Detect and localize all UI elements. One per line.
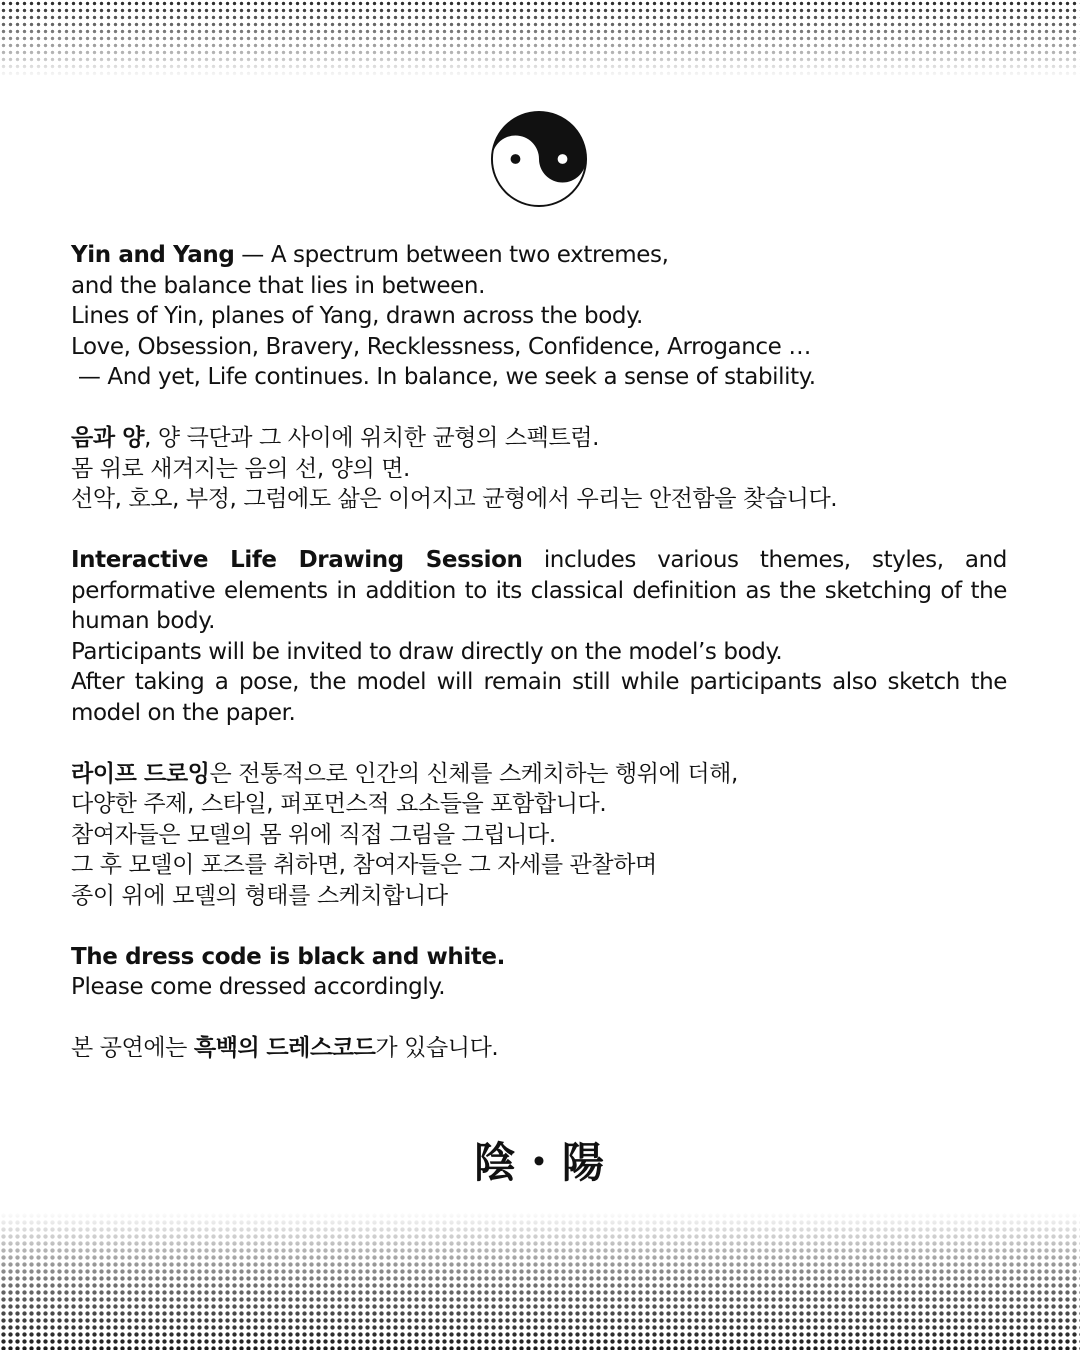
section-en-yin-yang [71, 240, 1007, 393]
ko-yin-yang-line-3: 선악, 호오, 부정, 그럼에도 삶은 이어지고 균형에서 우리는 안전함을 찾습니다. [71, 486, 838, 512]
life-drawing-para-1-rest: includes various themes, styles, and performative elements in addition to its classical definition as the sketching of the human body. [71, 547, 1007, 634]
main-text [71, 240, 1007, 1064]
yin-yang-line-2: and the balance that lies in between. [71, 272, 485, 299]
section-dress-code-en [71, 942, 1007, 1003]
yin-yang-line-1-rest: — A spectrum between two extremes, [234, 242, 669, 268]
ko-yin-yang-title: 음과 양 [71, 425, 145, 451]
ko-life-drawing-line-1 [71, 759, 1007, 790]
life-drawing-line-2: Participants will be invited to draw directly on the model’s body. [71, 638, 783, 665]
ko-yin-yang-line-1-rest: , 양 극단과 그 사이에 위치한 균형의 스펙트럼. [144, 425, 599, 451]
halftone-bottom-border [0, 1212, 1080, 1350]
ko-yin-yang-line-1 [71, 423, 1007, 454]
yin-yang-icon [490, 110, 588, 208]
ko-life-drawing-line-3: 참여자들은 모델의 몸 위에 직접 그림을 그립니다. [71, 821, 556, 848]
section-en-life-drawing [71, 545, 1007, 728]
yin-yang-line-4: Love, Obsession, Bravery, Recklessness, Confidence, Arrogance … [71, 333, 811, 360]
ko-dress-code-suffix: 가 있습니다. [375, 1035, 499, 1061]
yin-yang-line-5: — And yet, Life continues. In balance, we seek a sense of stability. [71, 364, 816, 390]
yin-yang-hanja-title: 陰・陽 [473, 1138, 606, 1187]
yin-yang-line-3: Lines of Yin, planes of Yang, drawn across the body. [71, 303, 643, 329]
ko-life-drawing-line-5: 종이 위에 모델의 형태를 스케치합니다 [71, 882, 448, 909]
life-drawing-title: Interactive Life Drawing Session [71, 547, 523, 573]
ko-dress-code-prefix: 본 공연에는 [71, 1035, 194, 1061]
section-dress-code-ko [71, 1033, 1007, 1064]
dress-code-line-2: Please come dressed accordingly. [71, 974, 446, 1000]
ko-life-drawing-line-4: 그 후 모델이 포즈를 취하면, 참여자들은 그 자세를 관찰하며 [71, 852, 657, 878]
halftone-top-border [0, 0, 1080, 78]
ko-dress-code-line [71, 1033, 1007, 1064]
section-ko-yin-yang [71, 423, 1007, 515]
yin-yang-line-1 [71, 240, 1007, 271]
section-ko-life-drawing [71, 759, 1007, 912]
life-drawing-para-1 [71, 545, 1007, 637]
ko-dress-code-bold-1: 흑백의 [193, 1035, 260, 1061]
ko-life-drawing-line-1-rest: 은 전통적으로 인간의 신체를 스케치하는 행위에 더해, [209, 760, 738, 787]
ko-life-drawing-title: 라이프 드로잉 [71, 760, 210, 787]
dress-code-title: The dress code is black and white. [71, 943, 505, 970]
life-drawing-para-3: After taking a pose, the model will remain still while participants also sketch the model on the paper. [71, 669, 1007, 726]
ko-yin-yang-line-2: 몸 위로 새겨지는 음의 선, 양의 면. [71, 455, 410, 482]
ko-life-drawing-line-2: 다양한 주제, 스타일, 퍼포먼스적 요소들을 포함합니다. [71, 791, 607, 817]
yin-yang-title: Yin and Yang [71, 242, 235, 268]
ko-dress-code-bold-2: 드레스코드 [266, 1035, 376, 1061]
